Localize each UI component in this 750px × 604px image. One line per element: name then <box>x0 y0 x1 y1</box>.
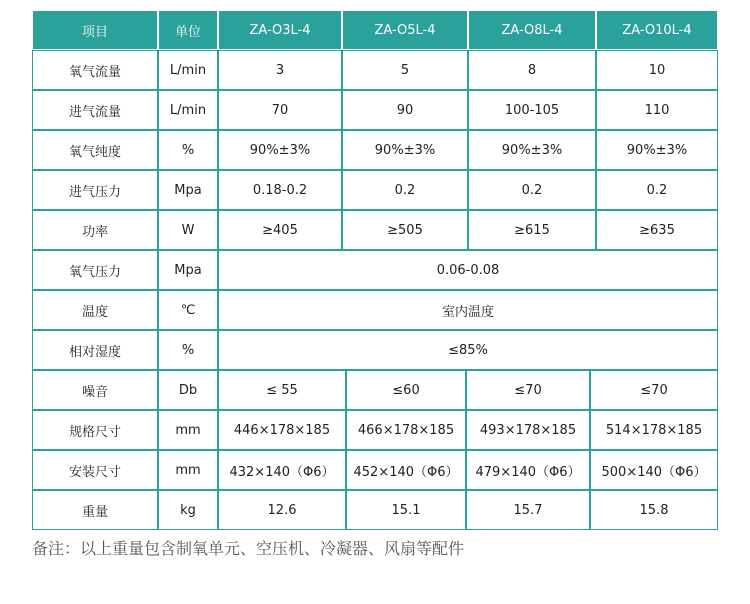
row-unit: mm <box>158 410 218 450</box>
row-label: 功率 <box>32 210 158 250</box>
value-cell: 10 <box>596 50 718 90</box>
row-label: 氧气流量 <box>32 50 158 90</box>
value-cell: ≤70 <box>466 370 590 410</box>
row-label: 进气流量 <box>32 90 158 130</box>
value-cell: 90%±3% <box>218 130 342 170</box>
row-label: 相对湿度 <box>32 330 158 370</box>
header-cell: 单位 <box>158 10 218 50</box>
value-cell: 500×140（Φ6） <box>590 450 718 490</box>
value-cell: 493×178×185 <box>466 410 590 450</box>
value-cell: 452×140（Φ6） <box>346 450 466 490</box>
value-cell: 90%±3% <box>342 130 468 170</box>
value-cell: 446×178×185 <box>218 410 346 450</box>
value-cell: 432×140（Φ6） <box>218 450 346 490</box>
value-cell: 15.1 <box>346 490 466 530</box>
value-cell: 5 <box>342 50 468 90</box>
value-cell: ≤60 <box>346 370 466 410</box>
row-unit: ℃ <box>158 290 218 330</box>
value-cell: ≤ 55 <box>218 370 346 410</box>
row-label: 重量 <box>32 490 158 530</box>
value-cell: 12.6 <box>218 490 346 530</box>
value-cell: 0.18-0.2 <box>218 170 342 210</box>
row-unit: % <box>158 130 218 170</box>
row-unit: Mpa <box>158 250 218 290</box>
header-cell: ZA-O3L-4 <box>218 10 342 50</box>
value-cell: 0.2 <box>468 170 596 210</box>
row-label: 温度 <box>32 290 158 330</box>
merged-value-cell: 0.06-0.08 <box>218 250 718 290</box>
value-cell: 8 <box>468 50 596 90</box>
value-cell: 15.7 <box>466 490 590 530</box>
row-unit: kg <box>158 490 218 530</box>
value-cell: ≤70 <box>590 370 718 410</box>
row-unit: % <box>158 330 218 370</box>
value-cell: 100-105 <box>468 90 596 130</box>
value-cell: ≥405 <box>218 210 342 250</box>
value-cell: 466×178×185 <box>346 410 466 450</box>
row-unit: mm <box>158 450 218 490</box>
merged-value-cell: 室内温度 <box>218 290 718 330</box>
value-cell: ≥505 <box>342 210 468 250</box>
header-cell: ZA-O10L-4 <box>596 10 718 50</box>
value-cell: 90 <box>342 90 468 130</box>
row-unit: L/min <box>158 50 218 90</box>
merged-value-cell: ≤85% <box>218 330 718 370</box>
row-unit: W <box>158 210 218 250</box>
row-label: 进气压力 <box>32 170 158 210</box>
row-label: 噪音 <box>32 370 158 410</box>
value-cell: 514×178×185 <box>590 410 718 450</box>
footnote: 备注：以上重量包含制氧单元、空压机、冷凝器、风扇等配件 <box>32 539 465 558</box>
row-label: 氧气压力 <box>32 250 158 290</box>
row-label: 氧气纯度 <box>32 130 158 170</box>
value-cell: 15.8 <box>590 490 718 530</box>
header-cell: 项目 <box>32 10 158 50</box>
header-cell: ZA-O8L-4 <box>468 10 596 50</box>
row-label: 规格尺寸 <box>32 410 158 450</box>
value-cell: 90%±3% <box>596 130 718 170</box>
value-cell: 479×140（Φ6） <box>466 450 590 490</box>
value-cell: 0.2 <box>596 170 718 210</box>
row-unit: Db <box>158 370 218 410</box>
value-cell: 0.2 <box>342 170 468 210</box>
row-label: 安装尺寸 <box>32 450 158 490</box>
value-cell: 3 <box>218 50 342 90</box>
row-unit: Mpa <box>158 170 218 210</box>
header-cell: ZA-O5L-4 <box>342 10 468 50</box>
row-unit: L/min <box>158 90 218 130</box>
value-cell: ≥615 <box>468 210 596 250</box>
value-cell: 70 <box>218 90 342 130</box>
value-cell: 110 <box>596 90 718 130</box>
spec-table <box>32 10 718 530</box>
value-cell: ≥635 <box>596 210 718 250</box>
value-cell: 90%±3% <box>468 130 596 170</box>
